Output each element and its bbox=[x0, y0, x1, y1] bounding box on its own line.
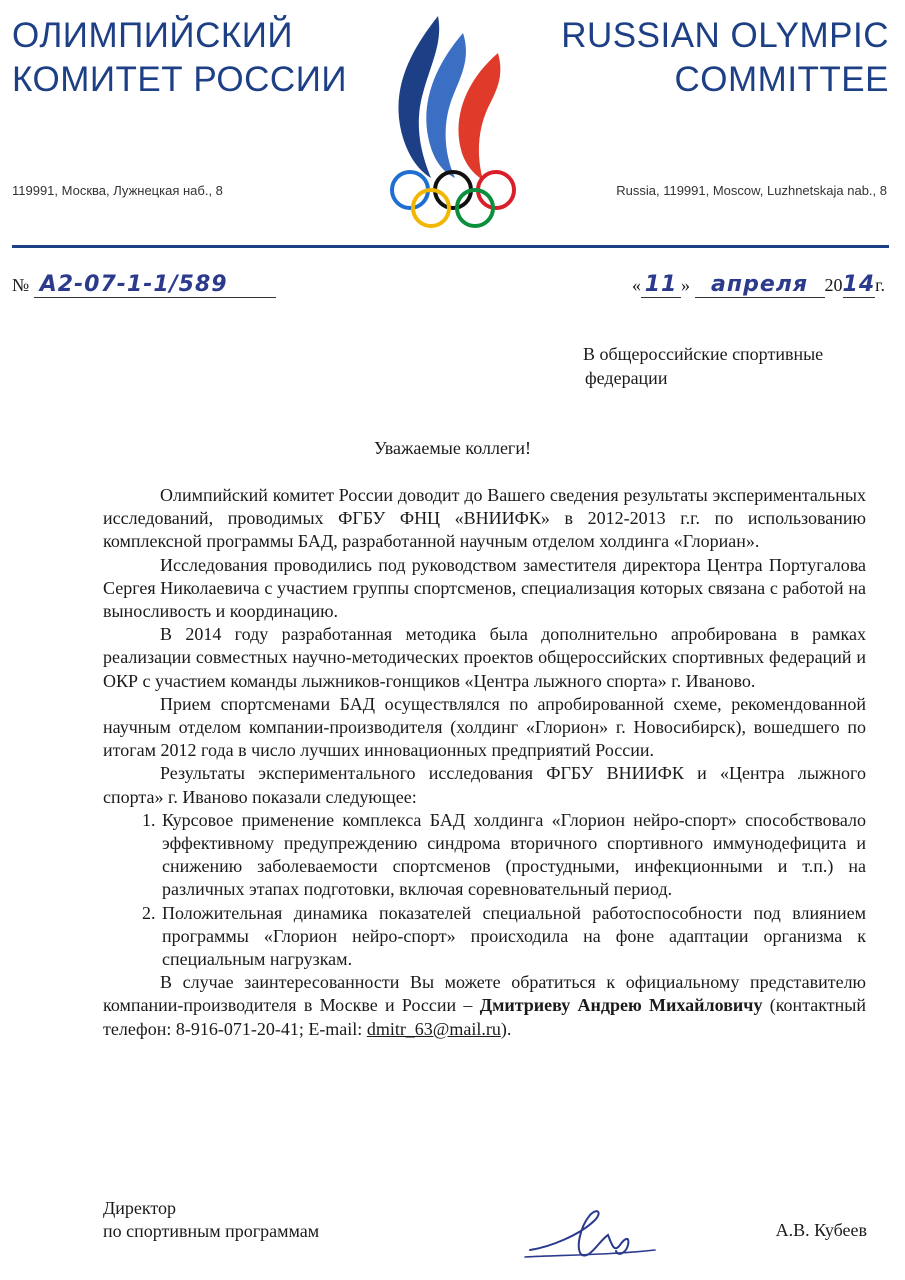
olympic-flame-rings-icon bbox=[383, 8, 523, 233]
results-list-item-2: 2. Положительная динамика показателей специальной работоспособности под влиянием программы «Глорион нейро-спорт» происходила на фоне адаптации организма к специальным нагрузкам. bbox=[160, 902, 866, 972]
addressee-line2: федерации bbox=[585, 368, 668, 388]
paragraph-1: Олимпийский комитет России доводит до Вашего сведения результаты экспериментальных исследований, проводимых ФГБУ ФНЦ «ВНИИФК» в 2012-2013 г.г. по использованию комплексной программы БАД, разработанной научным отделом холдинга «Глориан». bbox=[103, 485, 866, 552]
signatory-title bbox=[103, 1197, 319, 1243]
paragraph-6 bbox=[103, 971, 866, 1041]
addressee bbox=[583, 342, 823, 390]
signatory-name: А.В. Кубеев bbox=[775, 1220, 867, 1240]
org-name-en bbox=[561, 14, 889, 102]
date-year-unit: г. bbox=[875, 275, 885, 295]
letter-date: « 11 » апреля 2014г. bbox=[632, 272, 885, 297]
date-month: апреля bbox=[695, 272, 825, 298]
contact-close: ). bbox=[500, 1018, 512, 1039]
date-year-prefix: 20 bbox=[824, 275, 843, 295]
org-name-ru bbox=[12, 14, 347, 102]
reference-number bbox=[12, 272, 276, 298]
greeting: Уважаемые коллеги! bbox=[374, 438, 531, 458]
results-list-item-1: 1. Курсовое применение комплекса БАД холдинга «Глорион нейро-спорт» способствовало эффективному предупреждению синдрома вторичного спортивного иммунодефицита и снижению заболеваемости спортсменов (простудными, инфекционными и т.п.) на различных этапах подготовки, включая соревновательный период. bbox=[160, 809, 866, 902]
paragraph-5: Результаты экспериментального исследования ФГБУ ВНИИФК и «Центра лыжного спорта» г. Иваново показали следующее: bbox=[103, 763, 866, 807]
org-name-ru-line2: КОМИТЕТ РОССИИ bbox=[12, 60, 348, 99]
paragraph-4: Прием спортсменами БАД осуществлялся по апробированной схеме, рекомендованной научным отделом компании-производителя (холдинг «Глорион» г. Новосибирск), вошедшего по итогам 2012 года в число лучших инновационных предприятий России. bbox=[103, 693, 866, 761]
number-label: № bbox=[12, 275, 30, 295]
paragraph-2: Исследования проводились под руководством заместителя директора Центра Португалова Сергея Николаевича с участием группы спортсменов, специализация которых связана с работой на выносливость и координацию. bbox=[103, 554, 866, 622]
address-ru: 119991, Москва, Лужнецкая наб., 8 bbox=[12, 183, 223, 198]
letter-body bbox=[103, 484, 866, 1041]
org-name-en-line1: RUSSIAN OLYMPIC bbox=[561, 16, 889, 55]
reference-number-value: А2-07-1-1/589 bbox=[34, 272, 276, 298]
date-year-suffix: 14 bbox=[842, 272, 876, 297]
results-list bbox=[103, 809, 866, 971]
signatory-title-line1: Директор bbox=[103, 1198, 177, 1218]
org-name-ru-line1: ОЛИМПИЙСКИЙ bbox=[12, 16, 294, 55]
contact-intro: В случае заинтересованности Вы можете обратиться к официальному представителю компании-производителя в Москве и России – bbox=[103, 972, 866, 1016]
contact-email-link[interactable]: dmitr_63@mail.ru bbox=[366, 1018, 501, 1039]
date-day: 11 bbox=[641, 272, 681, 298]
contact-name: Дмитриеву Андрею Михайловичу bbox=[479, 995, 763, 1016]
org-name-en-line2: COMMITTEE bbox=[674, 60, 889, 99]
header-divider bbox=[12, 245, 889, 248]
handwritten-signature bbox=[520, 1195, 660, 1275]
contact-phone-text: (контактный телефон: 8-916-071-20-41; E-mail: bbox=[103, 995, 866, 1039]
address-en: Russia, 119991, Moscow, Luzhnetskaja nab., 8 bbox=[616, 183, 887, 198]
addressee-line1: В общероссийские спортивные bbox=[583, 344, 824, 364]
signatory-title-line2: по спортивным программам bbox=[103, 1221, 320, 1241]
paragraph-3: В 2014 году разработанная методика была дополнительно апробирована в рамках реализации совместных научно-методических проектов общероссийских спортивных федераций и ОКР с участием команды лыжников-гонщиков «Центра лыжного спорта» г. Иваново. bbox=[103, 624, 866, 691]
